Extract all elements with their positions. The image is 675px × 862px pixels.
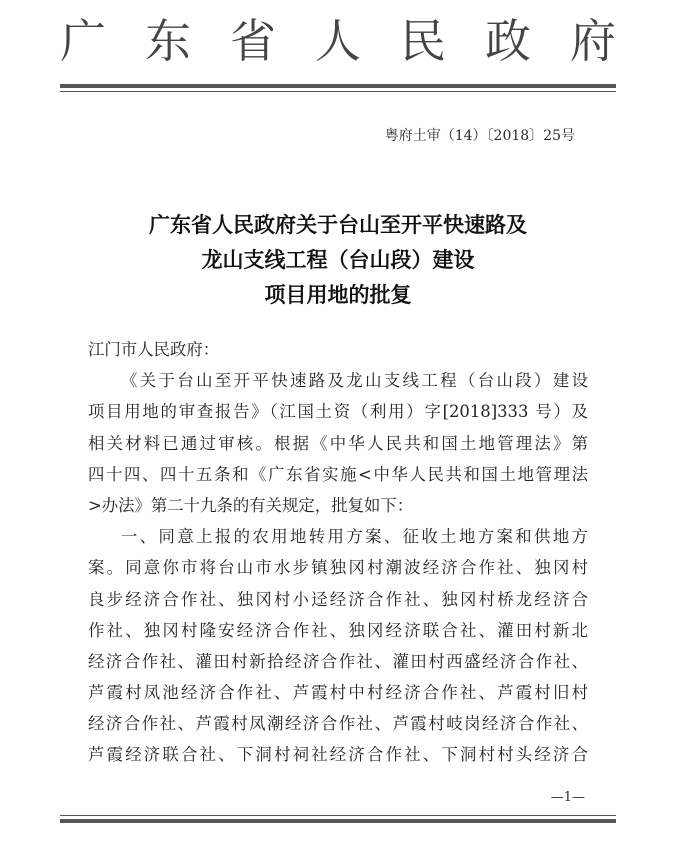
body-line: 项目用地的审查报告》（江国土资（利用）字[2018]333 号）及 <box>88 402 588 422</box>
body-line: 芦霞经济联合社、下洞村祠社经济合作社、下洞村村头经济合 <box>88 745 588 765</box>
body-line: 《关于台山至开平快速路及龙山支线工程（台山段）建设 <box>121 371 588 391</box>
body-line: 案。同意你市将台山市水步镇独冈村潮波经济合作社、独冈村 <box>88 558 588 578</box>
body-line: 良步经济合作社、独冈村小迳经济合作社、独冈村桥龙经济合 <box>88 589 588 609</box>
header-rule-thin <box>60 91 616 92</box>
document-body <box>88 334 588 771</box>
body-line: >办法》第二十九条的有关规定，批复如下： <box>88 495 414 515</box>
title-line: 龙山支线工程（台山段）建设 <box>201 248 475 272</box>
masthead-char: 政 <box>485 14 531 68</box>
body-line: 经济合作社、灌田村新拾经济合作社、灌田村西盛经济合作社、 <box>88 651 588 671</box>
masthead-char: 府 <box>570 14 616 68</box>
body-line: 作社、独冈村隆安经济合作社、独冈经济联合社、灌田村新北 <box>88 620 588 640</box>
footer-rule-thick <box>60 819 616 823</box>
header-rule-thick <box>60 84 616 88</box>
body-line: 相关材料已通过审核。根据《中华人民共和国土地管理法》第 <box>88 433 588 453</box>
body-line: 经济合作社、芦霞村凤潮经济合作社、芦霞村岐岗经济合作社、 <box>88 714 588 734</box>
title-line: 项目用地的批复 <box>264 283 412 307</box>
title-line: 广东省人民政府关于台山至开平快速路及 <box>149 213 527 237</box>
body-line: 芦霞村凤池经济合作社、芦霞村中村经济合作社、芦霞村旧村 <box>88 683 588 703</box>
footer-rule-thin <box>60 815 616 816</box>
masthead-char: 东 <box>145 14 191 68</box>
document-number: 粤府土审（14）〔2018〕25号 <box>384 128 575 144</box>
masthead-char: 省 <box>230 14 276 68</box>
body-line: 四十四、四十五条和《广东省实施<中华人民共和国土地管理法 <box>88 464 588 484</box>
masthead-char: 广 <box>60 14 106 68</box>
masthead <box>60 8 616 74</box>
salutation: 江门市人民政府： <box>88 340 220 359</box>
body-line: 一、同意上报的农用地转用方案、征收土地方案和供地方 <box>121 527 588 547</box>
page-number: —1— <box>550 790 585 805</box>
masthead-char: 人 <box>315 14 361 68</box>
masthead-char: 民 <box>400 14 446 68</box>
document-title <box>60 208 616 313</box>
